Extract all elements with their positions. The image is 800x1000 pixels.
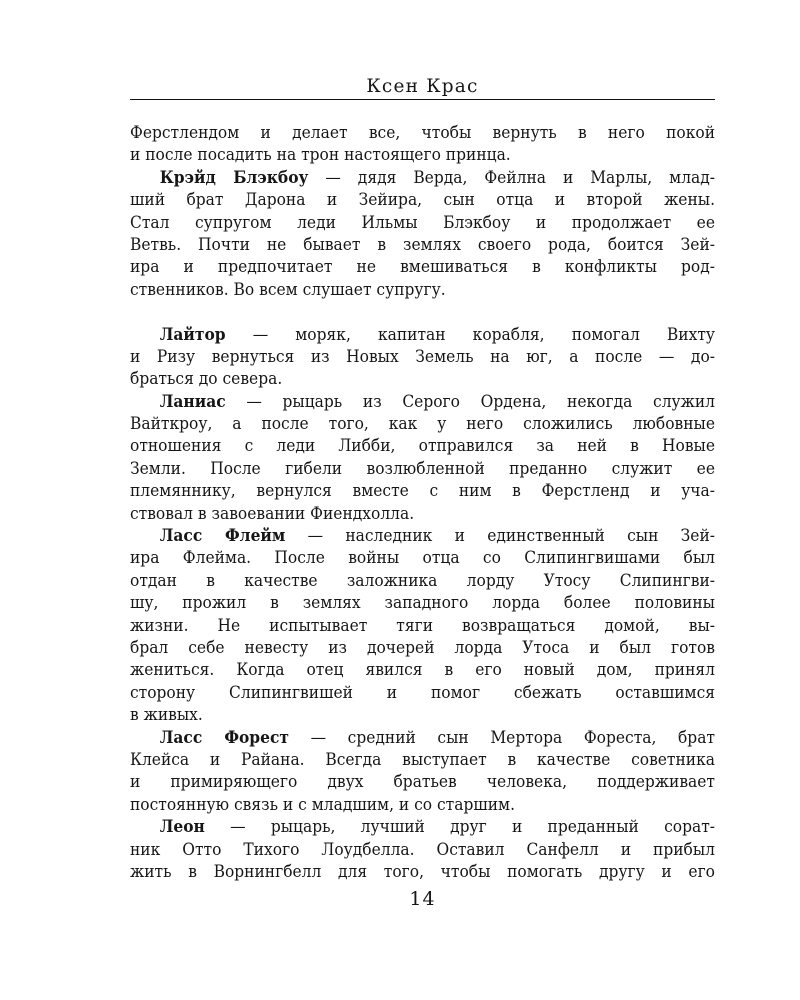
character-name: Ласс Флейм: [159, 526, 286, 547]
entry-first-line: [130, 391, 715, 413]
text-line: отношения с леди Либби, отправился за ней в Новые: [130, 436, 715, 457]
text-line: браться до севера.: [130, 369, 283, 390]
text-line: ственников. Во всем слушает супругу.: [130, 279, 446, 300]
text-line: и Ризу вернуться из Новых Земель на юг, а после — до-: [130, 346, 715, 367]
text-line: ира Флейма. После войны отца со Слипингвишами был: [130, 548, 715, 569]
character-name: Ласс Форест: [159, 727, 289, 748]
text-line: и после посадить на трон настоящего принца.: [130, 145, 511, 166]
text-line: шу, прожил в землях западного лорда более половины: [130, 593, 715, 614]
entry-first-line: [130, 167, 715, 189]
text-line: ира и предпочитает не вмешиваться в конфликты род-: [130, 257, 715, 278]
text-line: постоянную связь и с младшим, и со старшим.: [130, 794, 516, 815]
header-rule: [130, 99, 715, 100]
text-line: Клейса и Райана. Всегда выступает в качестве советника: [130, 749, 715, 770]
character-name: Крэйд Блэкбоу: [159, 167, 309, 188]
character-name: Леон: [159, 817, 205, 838]
entry-text: — средний сын Мертора Фореста, брат: [288, 727, 715, 748]
text-line: в живых.: [130, 705, 203, 726]
entry-text: — моряк, капитан корабля, помогал Вихту: [225, 324, 715, 345]
entry-first-line: [130, 816, 715, 838]
entry-first-line: [130, 525, 715, 547]
page-number: 14: [409, 888, 436, 910]
text-line: жить в Ворнингбелл для того, чтобы помогать другу и его: [130, 861, 715, 882]
text-line: ник Отто Тихого Лоудбелла. Оставил Санфелл и прибыл: [130, 839, 715, 860]
entry-text: — рыцарь из Серого Ордена, некогда служил: [225, 391, 715, 412]
text-line: Ветвь. Почти не бывает в землях своего рода, боится Зей-: [130, 234, 715, 255]
blank-line: [130, 301, 715, 323]
text-line: Стал супругом леди Ильмы Блэкбоу и продолжает ее: [130, 212, 715, 233]
text-line: Вайткроу, а после того, как у него сложились любовные: [130, 414, 715, 435]
entry-text: — рыцарь, лучший друг и преданный сорат-: [204, 817, 715, 838]
text-line: ший брат Дарона и Зейира, сын отца и второй жены.: [130, 190, 715, 211]
text-line: отдан в качестве заложника лорду Утосу Слипингви-: [130, 570, 715, 591]
text-line: Ферстлендом и делает все, чтобы вернуть в него покой: [130, 123, 715, 143]
text-line: брал себе невесту из дочерей лорда Утоса и был готов: [130, 637, 715, 658]
entry-first-line: [130, 727, 715, 749]
running-head-title: Ксен Крас: [366, 76, 479, 97]
text-line: и примиряющего двух братьев человека, поддерживает: [130, 772, 715, 793]
text-line: жизни. Не испытывает тяги возвращаться домой, вы-: [130, 615, 715, 636]
text-body: [130, 122, 715, 883]
entry-text: — наследник и единственный сын Зей-: [285, 526, 715, 547]
text-line: Земли. После гибели возлюбленной преданно служит ее: [130, 458, 715, 479]
text-line: сторону Слипингвишей и помог сбежать оставшимся: [130, 682, 715, 703]
entry-first-line: [130, 324, 715, 346]
text-line: племяннику, вернулся вместе с ним в Ферстленд и уча-: [130, 481, 715, 502]
text-line: жениться. Когда отец явился в его новый дом, принял: [130, 660, 715, 681]
character-name: Ланиас: [159, 391, 226, 412]
text-line: ствовал в завоевании Фиендхолла.: [130, 503, 415, 524]
character-name: Лайтор: [159, 324, 226, 345]
entry-text: — дядя Верда, Фейлна и Марлы, млад-: [308, 167, 715, 188]
